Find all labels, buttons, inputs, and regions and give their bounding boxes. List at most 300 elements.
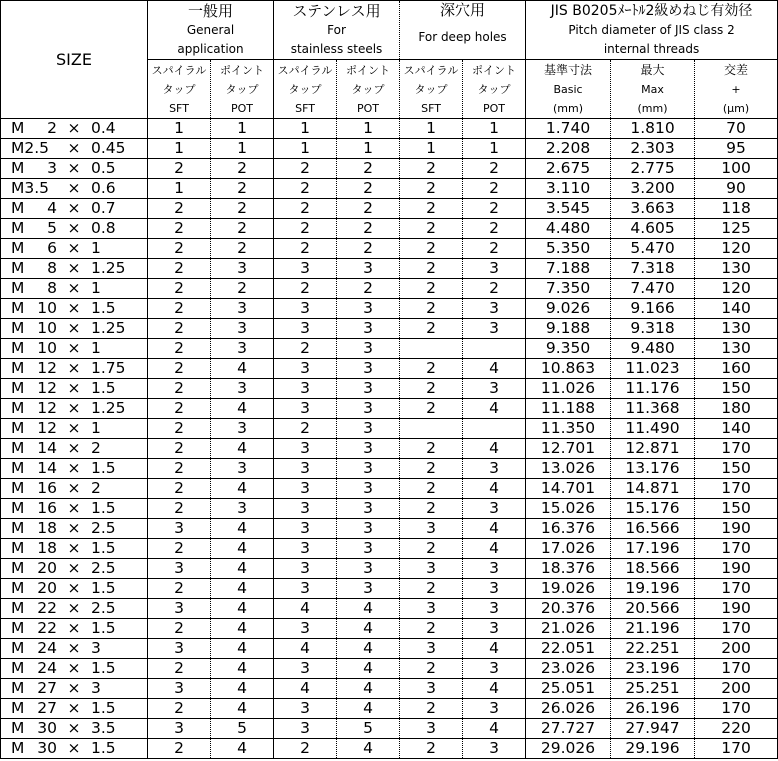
value-cell: 2 [148, 439, 211, 459]
table-row [1, 719, 778, 739]
value-cell: 4 [337, 699, 400, 719]
size-cell [1, 299, 148, 319]
value-cell: 170 [695, 699, 778, 719]
value-cell: 1 [148, 179, 211, 199]
table-body [1, 119, 778, 759]
value-cell: 22.251 [611, 639, 695, 659]
size-times: × [67, 539, 81, 557]
value-cell: 2 [400, 219, 463, 239]
size-pitch: 0.5 [91, 159, 116, 177]
value-cell: 2 [400, 379, 463, 399]
value-cell: 3 [337, 259, 400, 279]
value-cell: 3 [463, 579, 526, 599]
group-general-en2: application [177, 41, 244, 56]
size-pitch: 2.5 [91, 519, 116, 537]
size-cell [1, 679, 148, 699]
sub-l3: POT [231, 101, 254, 115]
table-row [1, 559, 778, 579]
value-cell: 16.566 [611, 519, 695, 539]
group-deep-jp: 深穴用 [440, 1, 486, 19]
value-cell: 3 [463, 459, 526, 479]
value-cell: 4 [274, 599, 337, 619]
table-row [1, 339, 778, 359]
size-header [1, 1, 148, 119]
value-cell: 2 [274, 239, 337, 259]
group-stainless-en1: For [327, 22, 346, 37]
value-cell: 5.350 [526, 239, 611, 259]
value-cell: 11.176 [611, 379, 695, 399]
size-cell [1, 119, 148, 139]
value-cell: 3 [463, 379, 526, 399]
value-cell: 2 [463, 239, 526, 259]
size-diameter: 30 [37, 739, 57, 757]
sub-header [337, 60, 400, 119]
value-cell: 2 [148, 579, 211, 599]
value-cell: 5 [211, 719, 274, 739]
size-times: × [67, 599, 81, 617]
sub-l3: SFT [169, 101, 189, 115]
value-cell: 3 [337, 379, 400, 399]
size-times: × [67, 279, 81, 297]
size-cell [1, 279, 148, 299]
value-cell: 2 [463, 199, 526, 219]
table-row [1, 639, 778, 659]
sub-header [274, 60, 337, 119]
size-prefix: M [11, 519, 25, 537]
value-cell: 14.871 [611, 479, 695, 499]
size-times: × [67, 379, 81, 397]
value-cell: 2 [274, 199, 337, 219]
group-general-en1: General [186, 22, 235, 37]
value-cell: 1 [211, 119, 274, 139]
value-cell: 2 [400, 179, 463, 199]
sub-l2: Max [641, 82, 664, 96]
value-cell: 4 [211, 519, 274, 539]
size-pitch: 3.5 [91, 719, 116, 737]
value-cell: 4 [463, 719, 526, 739]
size-prefix: M [11, 419, 25, 437]
value-cell: 2 [148, 239, 211, 259]
value-cell: 20.376 [526, 599, 611, 619]
value-cell: 21.026 [526, 619, 611, 639]
value-cell: 4 [211, 579, 274, 599]
value-cell: 1 [274, 139, 337, 159]
value-cell: 27.727 [526, 719, 611, 739]
size-pitch: 2 [91, 479, 101, 497]
value-cell: 25.251 [611, 679, 695, 699]
value-cell: 12.701 [526, 439, 611, 459]
value-cell: 3.663 [611, 199, 695, 219]
sub-l1: ポイント [220, 63, 264, 77]
size-diameter: 8 [47, 259, 57, 277]
value-cell: 4 [337, 659, 400, 679]
value-cell: 3 [337, 539, 400, 559]
sub-l2: Basic [553, 82, 583, 96]
value-cell: 2.775 [611, 159, 695, 179]
value-cell: 4 [211, 739, 274, 759]
sub-l3: SFT [295, 101, 315, 115]
size-cell [1, 659, 148, 679]
size-cell [1, 239, 148, 259]
size-prefix: M [11, 239, 25, 257]
value-cell: 2 [463, 279, 526, 299]
sub-l2: タップ [477, 82, 511, 96]
size-diameter: 10 [37, 339, 57, 357]
sub-l2: + [731, 82, 741, 96]
size-diameter: 20 [37, 579, 57, 597]
size-times: × [67, 339, 81, 357]
value-cell: 2 [274, 339, 337, 359]
value-cell: 22.051 [526, 639, 611, 659]
value-cell: 4 [211, 559, 274, 579]
size-prefix: M [11, 739, 25, 757]
value-cell: 3 [274, 399, 337, 419]
value-cell: 5 [337, 719, 400, 739]
value-cell: 2.303 [611, 139, 695, 159]
size-prefix: M [11, 659, 25, 677]
table-row [1, 739, 778, 759]
size-prefix: M [11, 119, 25, 137]
value-cell: 3 [463, 739, 526, 759]
value-cell: 1 [337, 139, 400, 159]
value-cell: 4 [463, 359, 526, 379]
value-cell: 1.740 [526, 119, 611, 139]
value-cell: 95 [695, 139, 778, 159]
size-times: × [67, 199, 81, 217]
value-cell: 4 [274, 639, 337, 659]
size-cell [1, 199, 148, 219]
value-cell: 3 [274, 699, 337, 719]
value-cell: 3 [274, 379, 337, 399]
value-cell: 3 [463, 319, 526, 339]
table-row [1, 239, 778, 259]
table-row [1, 219, 778, 239]
value-cell: 2 [400, 659, 463, 679]
value-cell: 3 [400, 559, 463, 579]
value-cell: 11.368 [611, 399, 695, 419]
value-cell: 2 [148, 739, 211, 759]
value-cell: 2 [400, 159, 463, 179]
value-cell: 3 [274, 519, 337, 539]
size-diameter: 10 [37, 299, 57, 317]
size-times: × [67, 239, 81, 257]
table-row [1, 319, 778, 339]
table-row [1, 119, 778, 139]
value-cell: 3 [148, 559, 211, 579]
value-cell: 15.026 [526, 499, 611, 519]
size-prefix: M [11, 299, 25, 317]
size-times: × [67, 259, 81, 277]
value-cell: 3 [148, 639, 211, 659]
size-cell [1, 359, 148, 379]
value-cell: 2 [148, 339, 211, 359]
size-diameter: 27 [37, 679, 57, 697]
value-cell: 120 [695, 279, 778, 299]
size-times: × [67, 659, 81, 677]
table-row [1, 139, 778, 159]
value-cell: 3 [337, 339, 400, 359]
value-cell: 7.350 [526, 279, 611, 299]
size-pitch: 1.5 [91, 459, 116, 477]
size-prefix: M [11, 719, 25, 737]
table-row [1, 679, 778, 699]
size-cell [1, 699, 148, 719]
table-row [1, 619, 778, 639]
size-times: × [67, 579, 81, 597]
value-cell: 200 [695, 639, 778, 659]
value-cell: 23.196 [611, 659, 695, 679]
sub-l1: ポイント [346, 63, 391, 77]
sub-l2: タップ [414, 82, 448, 96]
sub-l1: スパイラル [151, 63, 207, 77]
size-prefix: M [11, 339, 25, 357]
value-cell: 3 [274, 259, 337, 279]
size-diameter: 12 [37, 379, 57, 397]
value-cell: 3 [337, 459, 400, 479]
size-cell [1, 719, 148, 739]
size-pitch: 1.25 [91, 319, 126, 337]
value-cell: 4 [211, 659, 274, 679]
group-stainless-en2: stainless steels [290, 41, 383, 56]
size-diameter: 5 [47, 219, 57, 237]
value-cell: 2 [337, 219, 400, 239]
value-cell: 3 [337, 559, 400, 579]
size-pitch: 1.25 [91, 399, 126, 417]
value-cell: 3 [274, 719, 337, 739]
size-prefix: M [11, 359, 25, 377]
value-cell: 7.318 [611, 259, 695, 279]
value-cell: 18.566 [611, 559, 695, 579]
group-stainless-jp: ステンレス用 [292, 1, 381, 20]
size-diameter: 10 [37, 319, 57, 337]
value-cell: 2 [400, 539, 463, 559]
value-cell: 20.566 [611, 599, 695, 619]
value-cell: 2 [463, 179, 526, 199]
value-cell: 3 [463, 599, 526, 619]
size-prefix: M [11, 599, 25, 617]
table-row [1, 479, 778, 499]
value-cell: 27.947 [611, 719, 695, 739]
value-cell: 2 [148, 539, 211, 559]
size-pitch: 1.5 [91, 379, 116, 397]
value-cell: 4 [463, 679, 526, 699]
value-cell: 2 [400, 479, 463, 499]
sub-l1: 最大 [640, 62, 665, 77]
size-cell [1, 739, 148, 759]
value-cell: 2 [148, 199, 211, 219]
value-cell: 2 [274, 739, 337, 759]
value-cell: 21.196 [611, 619, 695, 639]
value-cell: 3 [337, 319, 400, 339]
value-cell: 3 [274, 659, 337, 679]
size-times: × [67, 699, 81, 717]
value-cell: 2 [211, 219, 274, 239]
value-cell: 3 [274, 559, 337, 579]
value-cell: 2 [148, 379, 211, 399]
size-times: × [67, 559, 81, 577]
value-cell: 2 [400, 199, 463, 219]
value-cell: 2 [211, 199, 274, 219]
value-cell: 3 [400, 719, 463, 739]
value-cell: 3 [274, 479, 337, 499]
value-cell: 2 [148, 359, 211, 379]
value-cell: 2 [400, 739, 463, 759]
sub-header [611, 60, 695, 119]
value-cell: 9.188 [526, 319, 611, 339]
value-cell: 17.026 [526, 539, 611, 559]
value-cell: 118 [695, 199, 778, 219]
size-times: × [67, 119, 81, 137]
size-prefix: M [11, 479, 25, 497]
size-prefix: M [11, 399, 25, 417]
value-cell: 100 [695, 159, 778, 179]
size-pitch: 1.5 [91, 539, 116, 557]
value-cell: 18.376 [526, 559, 611, 579]
size-diameter: 22 [37, 599, 57, 617]
value-cell: 1 [148, 139, 211, 159]
size-prefix: M [11, 199, 25, 217]
value-cell: 2 [400, 459, 463, 479]
size-pitch: 0.4 [91, 119, 116, 137]
group-deep-holes [400, 1, 526, 60]
value-cell: 125 [695, 219, 778, 239]
size-pitch: 1.5 [91, 619, 116, 637]
size-pitch: 0.45 [91, 139, 126, 157]
size-pitch: 1.5 [91, 739, 116, 757]
table-row [1, 539, 778, 559]
size-cell [1, 539, 148, 559]
value-cell: 11.026 [526, 379, 611, 399]
value-cell: 4 [337, 679, 400, 699]
value-cell: 1 [148, 119, 211, 139]
value-cell: 4 [211, 599, 274, 619]
value-cell: 170 [695, 619, 778, 639]
size-times: × [67, 519, 81, 537]
size-prefix: M [11, 379, 25, 397]
value-cell: 11.350 [526, 419, 611, 439]
sub-l3: (mm) [553, 101, 584, 115]
size-diameter: 27 [37, 699, 57, 717]
value-cell: 3 [274, 359, 337, 379]
size-prefix: M [11, 619, 25, 637]
value-cell: 3 [337, 499, 400, 519]
value-cell: 7.188 [526, 259, 611, 279]
value-cell: 4.605 [611, 219, 695, 239]
sub-l2: タップ [225, 82, 259, 96]
value-cell: 2 [274, 419, 337, 439]
size-prefix: M [11, 579, 25, 597]
value-cell: 4 [463, 439, 526, 459]
value-cell: 4.480 [526, 219, 611, 239]
size-times: × [67, 459, 81, 477]
value-cell: 130 [695, 259, 778, 279]
value-cell: 3 [337, 439, 400, 459]
size-header-label: SIZE [56, 50, 92, 69]
value-cell: 2 [211, 179, 274, 199]
value-cell: 4 [463, 399, 526, 419]
value-cell: 3 [463, 299, 526, 319]
size-pitch: 2 [91, 439, 101, 457]
value-cell: 4 [211, 439, 274, 459]
size-diameter: 12 [37, 399, 57, 417]
size-prefix: M [11, 219, 25, 237]
value-cell: 3 [211, 419, 274, 439]
size-diameter: 6 [47, 239, 57, 257]
value-cell: 140 [695, 299, 778, 319]
value-cell: 3 [337, 519, 400, 539]
sub-l1: スパイラル [403, 63, 459, 77]
value-cell: 2 [211, 159, 274, 179]
size-diameter: 18 [37, 539, 57, 557]
value-cell: 19.026 [526, 579, 611, 599]
value-cell: 2 [274, 279, 337, 299]
size-diameter: 20 [37, 559, 57, 577]
sub-header [526, 60, 611, 119]
size-pitch: 1.5 [91, 499, 116, 517]
size-pitch: 0.7 [91, 199, 116, 217]
value-cell: 2 [463, 159, 526, 179]
size-pitch: 3 [91, 679, 101, 697]
value-cell: 4 [463, 639, 526, 659]
value-cell: 2 [148, 479, 211, 499]
value-cell: 19.196 [611, 579, 695, 599]
sub-l1: ポイント [472, 63, 517, 77]
value-cell: 3 [148, 679, 211, 699]
value-cell: 9.026 [526, 299, 611, 319]
size-cell [1, 179, 148, 199]
size-times: × [67, 439, 81, 457]
size-prefix: M [11, 439, 25, 457]
value-cell: 26.196 [611, 699, 695, 719]
value-cell: 26.026 [526, 699, 611, 719]
value-cell [400, 339, 463, 359]
value-cell: 3 [274, 299, 337, 319]
value-cell: 4 [463, 539, 526, 559]
value-cell: 3 [337, 299, 400, 319]
value-cell: 3 [211, 259, 274, 279]
value-cell: 4 [463, 479, 526, 499]
table-row [1, 659, 778, 679]
value-cell: 3 [211, 459, 274, 479]
sub-l3: (μm) [722, 101, 750, 115]
size-times: × [67, 619, 81, 637]
value-cell: 2 [148, 219, 211, 239]
value-cell: 3 [274, 439, 337, 459]
size-diameter: 12 [37, 419, 57, 437]
group-jis-en1: Pitch diameter of JIS class 2 [568, 22, 735, 37]
value-cell: 1 [400, 139, 463, 159]
size-diameter: 4 [47, 199, 57, 217]
value-cell: 70 [695, 119, 778, 139]
value-cell: 29.026 [526, 739, 611, 759]
value-cell: 130 [695, 339, 778, 359]
value-cell: 4 [211, 679, 274, 699]
sub-l1: スパイラル [277, 63, 333, 77]
size-times: × [67, 739, 81, 757]
value-cell: 2 [148, 279, 211, 299]
value-cell: 25.051 [526, 679, 611, 699]
value-cell: 3 [337, 479, 400, 499]
table-row [1, 279, 778, 299]
value-cell: 3 [463, 559, 526, 579]
table-row [1, 199, 778, 219]
value-cell: 1 [211, 139, 274, 159]
size-pitch: 1 [91, 419, 101, 437]
value-cell: 7.470 [611, 279, 695, 299]
group-jis-en2: internal threads [603, 41, 700, 56]
size-cell [1, 519, 148, 539]
size-prefix: M [11, 159, 25, 177]
